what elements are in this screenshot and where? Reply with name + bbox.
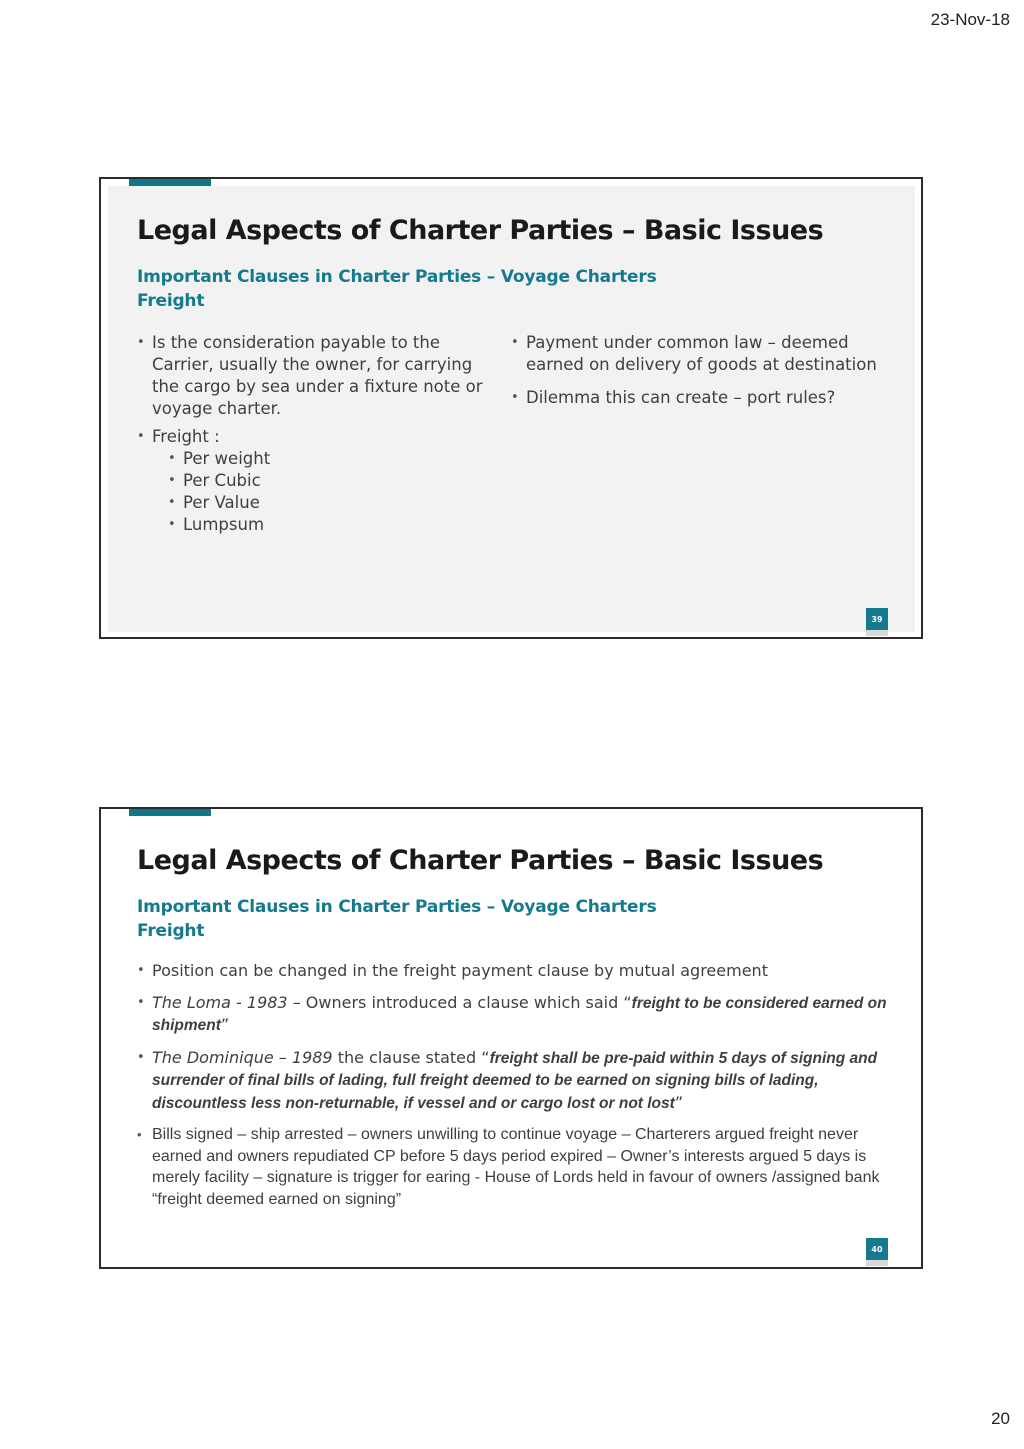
- clause-quote: freight to be considered earned on shipment: [152, 994, 887, 1034]
- bullet-item: • Dilemma this can create – port rules?: [511, 387, 891, 409]
- bullet-item: [137, 1047, 887, 1115]
- bullet-item: • Payment under common law – deemed earned on delivery of goods at destination: [511, 332, 891, 376]
- slide-40: [99, 807, 923, 1269]
- quote-end: ”: [220, 1015, 230, 1034]
- page-date: 23-Nov-18: [930, 10, 1010, 29]
- slide-number-badge: 40: [866, 1238, 888, 1260]
- page-number: 20: [991, 1409, 1010, 1428]
- slide-accent-bar: [129, 179, 211, 186]
- subtitle-line: Freight: [137, 921, 205, 941]
- slide-subtitle: [137, 265, 657, 313]
- bullet-text: Freight :: [152, 427, 220, 446]
- subtitle-line: Important Clauses in Charter Parties – Voyage Charters: [137, 267, 657, 287]
- right-column: [511, 332, 891, 409]
- bullet-item: [137, 992, 887, 1037]
- sub-bullet-item: • Per weight: [168, 448, 502, 470]
- slide-accent-bar: [129, 809, 211, 816]
- slide-number-badge: 39: [866, 608, 888, 630]
- bullet-item: • Is the consideration payable to the Carrier, usually the owner, for carrying the cargo by sea under a fixture note or voyage charter.: [137, 332, 502, 420]
- bullet-text: the clause stated “: [332, 1047, 490, 1067]
- clause-quote: freight shall be pre-paid within 5 days of signing and surrender of final bills of lading, full freight deemed to be earned on signing bills of lading, discountless less non-returnable, if vessel and or cargo lost or not lost: [152, 1049, 878, 1112]
- case-name: The Loma - 1983: [152, 992, 288, 1012]
- slide-39: [99, 177, 923, 639]
- bullet-item: • Bills signed – ship arrested – owners unwilling to continue voyage – Charterers argued freight never earned and owners repudiated CP before 5 days period expired – Owner’s interests argued 5 days is merely facility – signature is trigger for earing - House of Lords held in favour of owners /assigned bank “freight deemed earned on signing”: [137, 1124, 887, 1210]
- slide-content: [137, 960, 887, 1210]
- quote-end: ”: [674, 1092, 684, 1112]
- sub-bullet-item: • Per Value: [168, 492, 502, 514]
- subtitle-line: Important Clauses in Charter Parties – Voyage Charters: [137, 897, 657, 917]
- slide-title: Legal Aspects of Charter Parties – Basic Issues: [137, 845, 824, 876]
- sub-bullet-item: • Lumpsum: [168, 514, 502, 536]
- left-column: [137, 332, 502, 536]
- freight-types-list: [152, 448, 502, 536]
- slide-subtitle: [137, 895, 657, 943]
- subtitle-line: Freight: [137, 291, 205, 311]
- bullet-item: • Position can be changed in the freight payment clause by mutual agreement: [137, 960, 887, 982]
- bullet-text: – Owners introduced a clause which said “: [287, 992, 632, 1012]
- case-name: The Dominique – 1989: [152, 1047, 333, 1067]
- bullet-item: [137, 426, 502, 536]
- slide-title: Legal Aspects of Charter Parties – Basic Issues: [137, 215, 824, 246]
- sub-bullet-item: • Per Cubic: [168, 470, 502, 492]
